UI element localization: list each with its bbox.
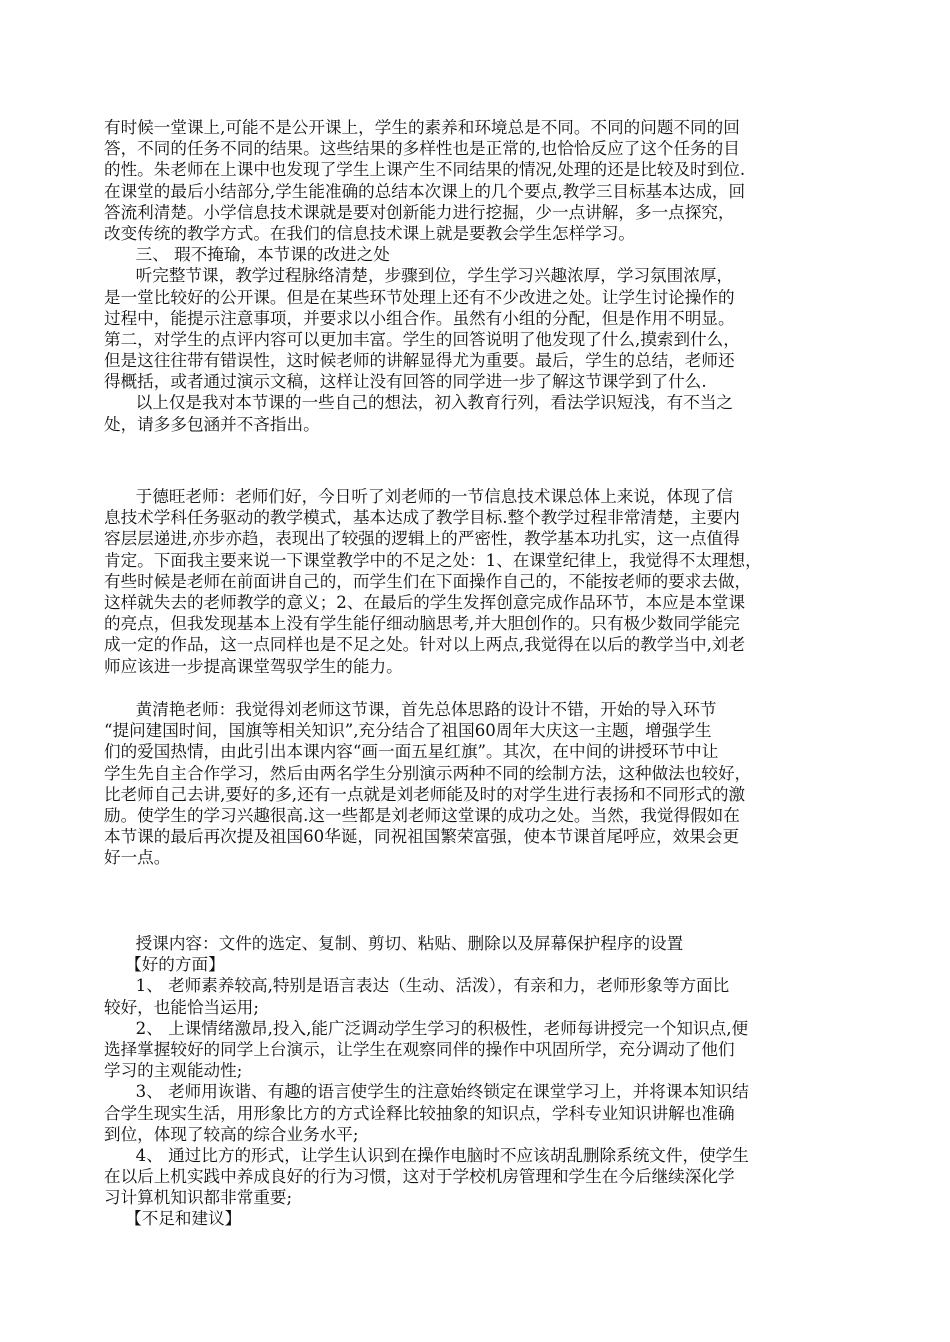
lesson-topic: 授课内容：文件的选定、复制、剪切、粘贴、删除以及屏幕保护程序的设置 xyxy=(104,934,684,953)
text-line: 是一堂比较好的公开课。但是在某些环节处理上还有不少改进之处。让学生讨论操作的 xyxy=(104,287,735,307)
text-line: 较好，也能恰当运用; xyxy=(104,997,259,1017)
text-line: 习计算机知识都非常重要; xyxy=(104,1188,293,1208)
text-line: 好一点。 xyxy=(104,848,171,868)
text-line: 容层层递进,亦步亦趋，表现出了较强的逻辑上的严密性，教学基本功扎实，这一点值得 xyxy=(104,529,740,549)
text-line: 的亮点，但我发现基本上没有学生能仔细动脑思考,并大胆创作的。只有极少数同学能完 xyxy=(104,614,740,634)
text-line: 处，请多多包涵并不吝指出。 xyxy=(104,414,320,434)
text-line: “提问建国时间，国旗等相关知识”,充分结合了祖国60周年大庆这一主题，增强学生 xyxy=(104,721,712,741)
text-line: 成一定的作品，这一点同样也是不足之处。针对以上两点,我觉得在以后的教学当中,刘老 xyxy=(104,635,746,655)
text-line: 在课堂的最后小结部分,学生能准确的总结本次课上的几个要点,教学三目标基本达成，回 xyxy=(104,181,746,201)
text-line: 息技术学科任务驱动的教学模式，基本达成了教学目标.整个教学过程非常清楚，主要内 xyxy=(104,508,740,528)
text-line: 选择掌握较好的同学上台演示，让学生在观察同伴的操作中巩固所学，充分调动了他们 xyxy=(104,1039,735,1059)
text-line: 得概括，或者通过演示文稿，这样让没有回答的同学进一步了解这节课学到了什么. xyxy=(104,372,707,392)
text-line: 答，不同的任务不同的结果。这些结果的多样性也是正常的,也恰恰反应了这个任务的目 xyxy=(104,139,740,159)
text-line: 这样就失去的老师教学的意义；2、在最后的学生发挥创意完成作品环节，本应是本堂课 xyxy=(104,592,746,612)
text-line: 听完整节课，教学过程脉络清楚，步骤到位，学生学习兴趣浓厚，学习氛围浓厚， xyxy=(104,266,734,286)
text-line: 学生先自主合作学习，然后由两名学生分别演示两种不同的绘制方法，这种做法也较好， xyxy=(104,763,752,783)
text-line: 过程中，能提示注意事项，并要求以小组合作。虽然有小组的分配，但是作用不明显。 xyxy=(104,308,735,328)
text-line: 肯定。下面我主要来说一下课堂教学中的不足之处：1、在课堂纪律上，我觉得不太理想， xyxy=(104,550,762,570)
text-line: 有些时候是老师在前面讲自己的，而学生们在下面操作自己的，不能按老师的要求去做， xyxy=(104,571,752,591)
text-line: 到位，体现了较高的综合业务水平; xyxy=(104,1124,359,1144)
text-line: 有时候一堂课上,可能不是公开课上，学生的素养和环境总是不同。不同的问题不同的回 xyxy=(104,118,740,137)
text-line: 黄清艳老师：我觉得刘老师这节课，首先总体思路的设计不错，开始的导入环节 xyxy=(104,700,717,719)
paragraph-block-teacher-huang xyxy=(104,699,849,869)
text-line: 本节课的最后再次提及祖国60华诞，同祝祖国繁荣富强，使本节课首尾呼应，效果会更 xyxy=(104,827,740,847)
text-line: 师应该进一步提高课堂驾驭学生的能力。 xyxy=(104,656,403,676)
text-line: 励。使学生的学习兴趣很高.这一些都是刘老师这堂课的成功之处。当然，我觉得假如在 xyxy=(104,805,740,825)
text-line: 学习的主观能动性; xyxy=(104,1061,243,1081)
text-line: 改变传统的教学方式。在我们的信息技术课上就是要教会学生怎样学习。 xyxy=(104,223,635,243)
text-line: 于德旺老师：老师们好，今日听了刘老师的一节信息技术课总体上来说，体现了信 xyxy=(104,487,734,506)
paragraph-block-reflection xyxy=(104,117,849,435)
paragraph-block-lesson-evaluation xyxy=(104,933,849,1230)
text-line: 以上仅是我对本节课的一些自己的想法，初入教育行列，看法学识短浅，有不当之 xyxy=(104,393,734,413)
text-line: 在以后上机实践中养成良好的行为习惯，这对于学校机房管理和学生在今后继续深化学 xyxy=(104,1167,735,1187)
text-line: 4、 通过比方的形式，让学生认识到在操作电脑时不应该胡乱删除系统文件，使学生 xyxy=(104,1145,749,1165)
text-line: 比老师自己去讲,要好的多,还有一点就是刘老师能及时的对学生进行表扬和不同形式的激 xyxy=(104,784,746,804)
text-line: 2、 上课情绪激昂,投入,能广泛调动学生学习的积极性，老师每讲授完一个知识点,便 xyxy=(104,1018,749,1038)
text-line: 1、 老师素养较高,特别是语言表达（生动、活泼），有亲和力，老师形象等方面比 xyxy=(104,976,730,996)
text-line: 合学生现实生活，用形象比方的方式诠释比较抽象的知识点，学科专业知识讲解也准确 xyxy=(104,1103,735,1123)
paragraph-block-teacher-yu xyxy=(104,486,849,677)
text-line: 的性。朱老师在上课中也发现了学生上课产生不同结果的情况,处理的还是比较及时到位. xyxy=(104,160,746,180)
subheading-weaknesses: 【不足和建议】 xyxy=(104,1209,242,1229)
text-line: 答流利清楚。小学信息技术课就是要对创新能力进行挖掘，少一点讲解，多一点探究， xyxy=(104,202,735,222)
subheading-strengths: 【好的方面】 xyxy=(104,955,225,975)
text-line: 但是这往往带有错误性，这时候老师的讲解显得尤为重要。最后，学生的总结，老师还 xyxy=(104,351,735,371)
text-line: 们的爱国热情，由此引出本课内容“画一面五星红旗”。其次，在中间的讲授环节中让 xyxy=(104,742,719,762)
text-line: 第二，对学生的点评内容可以更加丰富。学生的回答说明了他发现了什么,摸索到什么， xyxy=(104,329,740,349)
section-heading: 三、 瑕不掩瑜，本节课的改进之处 xyxy=(104,245,390,265)
text-line: 3、 老师用诙谐、有趣的语言使学生的注意始终锁定在课堂学习上，并将课本知识结 xyxy=(104,1082,749,1102)
